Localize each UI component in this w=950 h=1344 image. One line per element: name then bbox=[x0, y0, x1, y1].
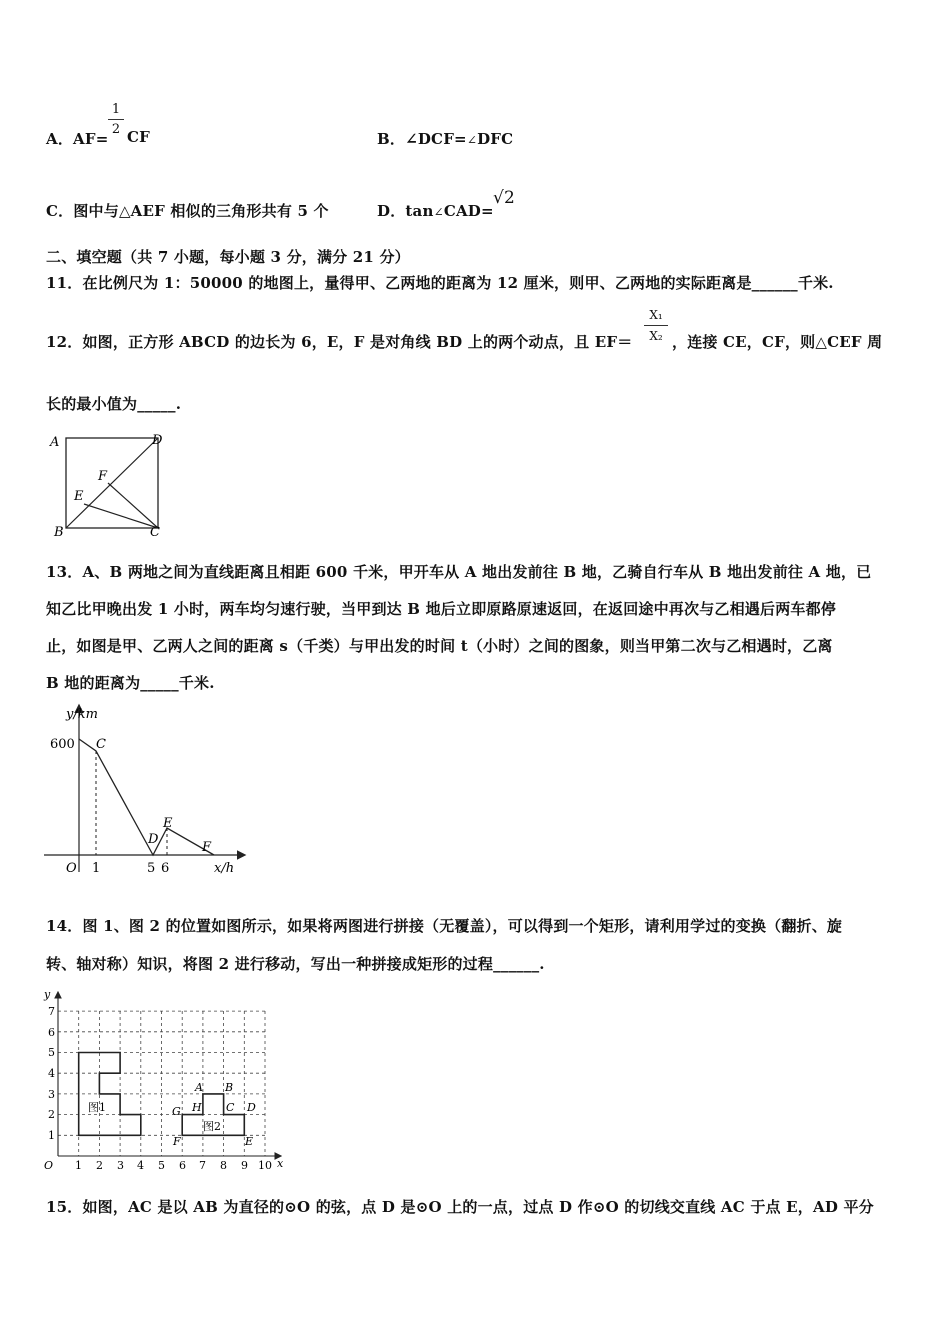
grid-figure bbox=[40, 985, 290, 1173]
q12-fraction bbox=[644, 308, 668, 343]
question-13-line1: 13．A、B 两地之间为直线距离且相距 600 千米，甲开车从 A 地出发前往 B 地，乙骑自行车从 B 地出发前往 A 地，已 bbox=[46, 563, 872, 581]
x-tick: 4 bbox=[137, 1159, 144, 1172]
origin-label: O bbox=[66, 861, 77, 876]
x-6-label: 6 bbox=[161, 861, 170, 876]
grid-lines bbox=[58, 1011, 265, 1156]
point-h-label: H bbox=[192, 1101, 202, 1114]
option-b bbox=[377, 128, 513, 149]
x-tick: 10 bbox=[258, 1159, 272, 1172]
question-11: 11．在比例尺为 1：50000 的地图上，量得甲、乙两地的距离为 12 厘米，则甲、乙两地的实际距离是______千米. bbox=[46, 274, 834, 292]
y-tick: 3 bbox=[48, 1088, 55, 1101]
question-13-line3: 止，如图是甲、乙两人之间的距离 s（千类）与甲出发的时间 t（小时）之间的图象，则当甲第二次与乙相遇时，乙离 bbox=[46, 637, 833, 655]
label-d: D bbox=[152, 433, 163, 448]
x-tick-labels bbox=[75, 1159, 272, 1172]
y-tick: 2 bbox=[48, 1108, 55, 1121]
y-tick: 1 bbox=[48, 1129, 55, 1142]
point-g-label: G bbox=[172, 1105, 181, 1118]
segment-cf bbox=[108, 483, 158, 528]
label-b: B bbox=[54, 525, 64, 540]
point-a-label: A bbox=[195, 1081, 203, 1094]
question-14-line1: 14．图 1、图 2 的位置如图所示，如果将两图进行拼接（无覆盖），可以得到一个矩形，请利用学过的变换（翻折、旋 bbox=[46, 917, 843, 935]
square-figure bbox=[46, 428, 176, 540]
question-12-line1a: 12．如图，正方形 ABCD 的边长为 6，E，F 是对角线 BD 上的两个动点，且 EF＝ bbox=[46, 333, 633, 351]
question-12-line1b: ，连接 CE，CF，则△CEF 周 bbox=[672, 333, 883, 351]
x-tick: 8 bbox=[220, 1159, 227, 1172]
y-tick: 6 bbox=[48, 1026, 55, 1039]
section-heading: 二、填空题（共 7 小题，每小题 3 分，满分 21 分） bbox=[46, 248, 410, 266]
point-b-label: B bbox=[225, 1081, 234, 1094]
x-tick: 9 bbox=[241, 1159, 248, 1172]
x-tick: 5 bbox=[158, 1159, 165, 1172]
option-b-tail: DFC bbox=[477, 130, 514, 148]
question-14-line2: 转、轴对称）知识，将图 2 进行移动，写出一种拼接成矩形的过程______. bbox=[46, 955, 545, 973]
option-d bbox=[377, 200, 494, 221]
option-c: C．图中与△AEF 相似的三角形共有 5 个 bbox=[46, 202, 329, 220]
graph-line bbox=[79, 739, 214, 855]
point-e-label: E bbox=[163, 816, 173, 831]
point-d-label: D bbox=[148, 832, 159, 847]
diagonal-bd bbox=[66, 438, 158, 528]
question-13-line2: 知乙比甲晚出发 1 小时，两车均匀速行驶，当甲到达 B 地后立即原路原速返回，在返回途中再次与乙相遇后两车都停 bbox=[46, 600, 837, 618]
point-d-label: D bbox=[247, 1101, 256, 1114]
angle-symbol: ∠ bbox=[466, 133, 478, 147]
distance-time-graph bbox=[44, 700, 254, 880]
y-axis-label: y/km bbox=[66, 707, 98, 722]
point-c-label: C bbox=[96, 737, 106, 752]
option-d-label: D．tan bbox=[377, 202, 434, 220]
point-c-label: C bbox=[226, 1101, 235, 1114]
grid-x-label: x bbox=[277, 1157, 284, 1170]
label-e: E bbox=[74, 489, 84, 504]
point-e-label: E bbox=[245, 1135, 254, 1148]
q12-frac-num: X₁ bbox=[649, 308, 663, 322]
figure-2-label: 图2 bbox=[203, 1120, 221, 1133]
y-tick: 5 bbox=[48, 1046, 55, 1059]
option-a-frac-num: 1 bbox=[111, 102, 121, 117]
option-a-frac-den: 2 bbox=[111, 122, 121, 137]
option-b-label: B．∠DCF= bbox=[377, 130, 467, 148]
option-a-fraction bbox=[108, 102, 124, 137]
label-a: A bbox=[50, 435, 60, 450]
x-1-label: 1 bbox=[92, 861, 101, 876]
y-tick: 7 bbox=[48, 1005, 55, 1018]
x-tick: 3 bbox=[117, 1159, 124, 1172]
figure-1-label: 图1 bbox=[88, 1101, 106, 1114]
label-c: C bbox=[150, 525, 160, 540]
option-d-mid: CAD= bbox=[443, 202, 494, 220]
option-a-tail: CF bbox=[127, 128, 150, 146]
point-f-label: F bbox=[173, 1135, 181, 1148]
option-a-label: A．AF= bbox=[46, 130, 109, 148]
x-tick: 2 bbox=[96, 1159, 103, 1172]
grid-origin-label: O bbox=[44, 1159, 54, 1172]
question-12-line2: 长的最小值为_____. bbox=[46, 395, 182, 413]
x-5-label: 5 bbox=[147, 861, 156, 876]
y-600-label: 600 bbox=[50, 737, 75, 752]
grid-y-label: y bbox=[44, 988, 51, 1001]
question-15: 15．如图，AC 是以 AB 为直径的⊙O 的弦，点 D 是⊙O 上的一点，过点 D 作⊙O 的切线交直线 AC 于点 E，AD 平分 bbox=[46, 1198, 874, 1216]
segment-ce bbox=[84, 504, 158, 528]
q12-frac-den: X₂ bbox=[649, 329, 663, 343]
option-d-sqrt: √2 bbox=[493, 188, 516, 208]
x-tick: 1 bbox=[75, 1159, 82, 1172]
x-tick: 6 bbox=[179, 1159, 186, 1172]
angle-symbol: ∠ bbox=[433, 205, 444, 219]
y-tick: 4 bbox=[48, 1067, 55, 1080]
x-tick: 7 bbox=[199, 1159, 206, 1172]
point-f-label: F bbox=[202, 840, 212, 855]
x-axis-label: x/h bbox=[214, 861, 235, 876]
y-tick-labels bbox=[48, 1005, 55, 1142]
question-13-line4: B 地的距离为_____千米. bbox=[46, 674, 215, 692]
label-f: F bbox=[98, 469, 108, 484]
option-a bbox=[46, 128, 109, 149]
